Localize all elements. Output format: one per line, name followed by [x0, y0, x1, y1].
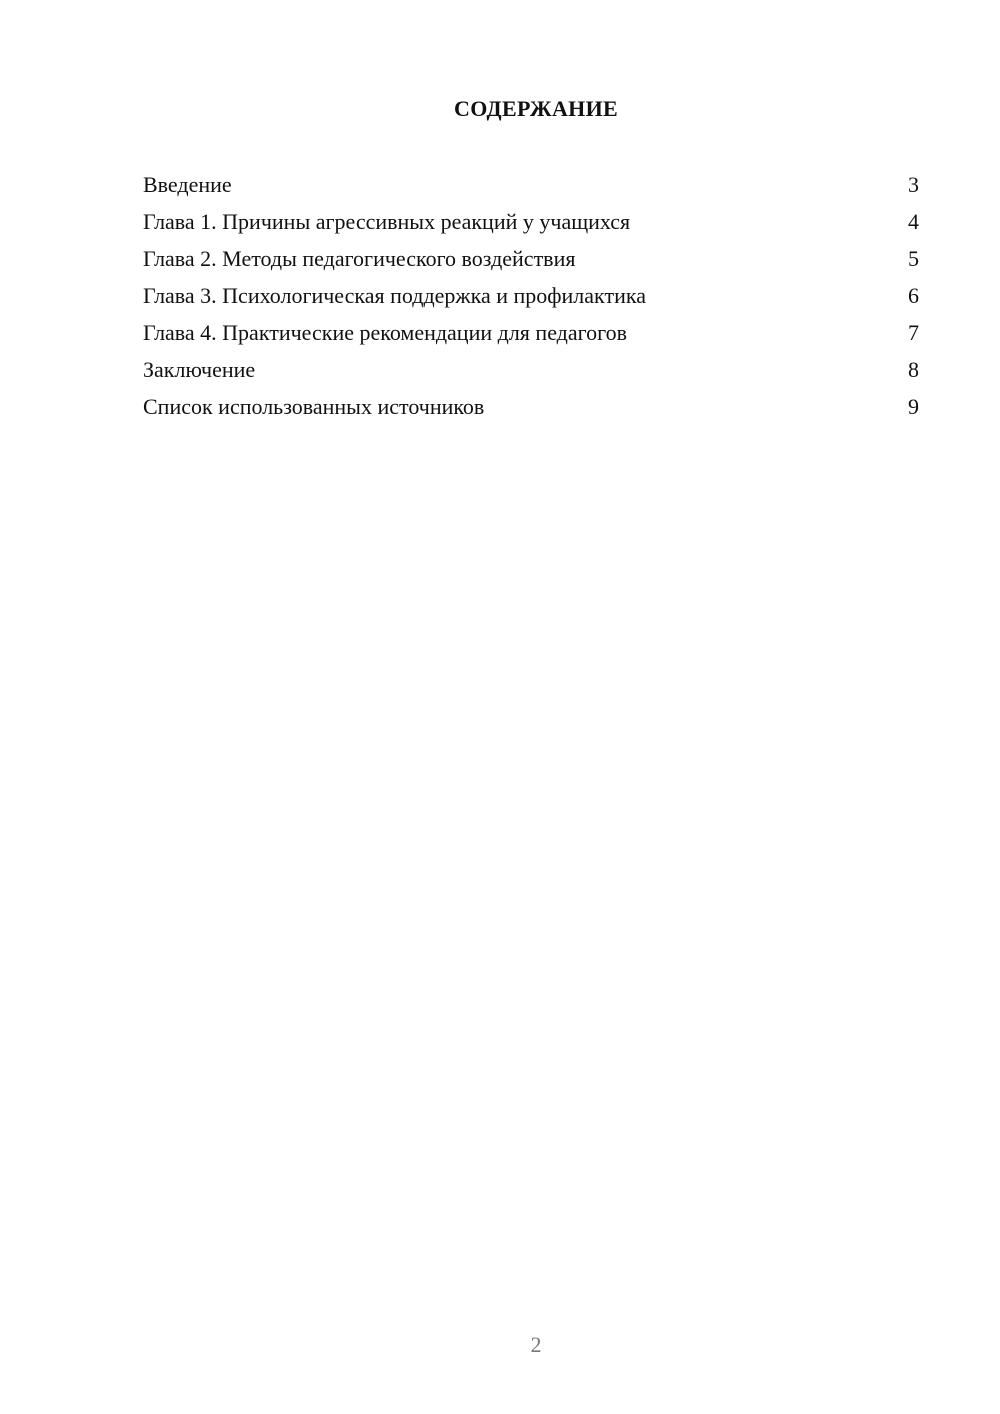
toc-item-label: Введение	[143, 172, 232, 197]
toc-item	[143, 392, 919, 429]
toc-item-page: 5	[908, 246, 919, 271]
toc-item-page: 8	[908, 357, 919, 382]
toc-item-page: 7	[908, 320, 919, 345]
table-of-contents	[143, 170, 919, 429]
toc-item	[143, 318, 919, 355]
toc-item-label: Глава 1. Причины агрессивных реакций у учащихся	[143, 209, 631, 234]
toc-item	[143, 170, 919, 207]
toc-item	[143, 207, 919, 244]
toc-item-label: Глава 4. Практические рекомендации для педагогов	[143, 320, 627, 345]
toc-item-label: Глава 2. Методы педагогического воздействия	[143, 246, 576, 271]
toc-item	[143, 244, 919, 281]
page-number: 2	[530, 1332, 542, 1357]
toc-item-page: 9	[908, 394, 919, 419]
toc-item-page: 4	[908, 209, 919, 234]
toc-item-label: Глава 3. Психологическая поддержка и профилактика	[143, 283, 646, 308]
toc-item-label: Список использованных источников	[143, 394, 485, 419]
toc-item-label: Заключение	[143, 357, 256, 382]
toc-item	[143, 355, 919, 392]
toc-item	[143, 281, 919, 318]
toc-item-page: 6	[908, 283, 919, 308]
page-title: СОДЕРЖАНИЕ	[454, 96, 618, 121]
toc-item-page: 3	[908, 172, 919, 197]
